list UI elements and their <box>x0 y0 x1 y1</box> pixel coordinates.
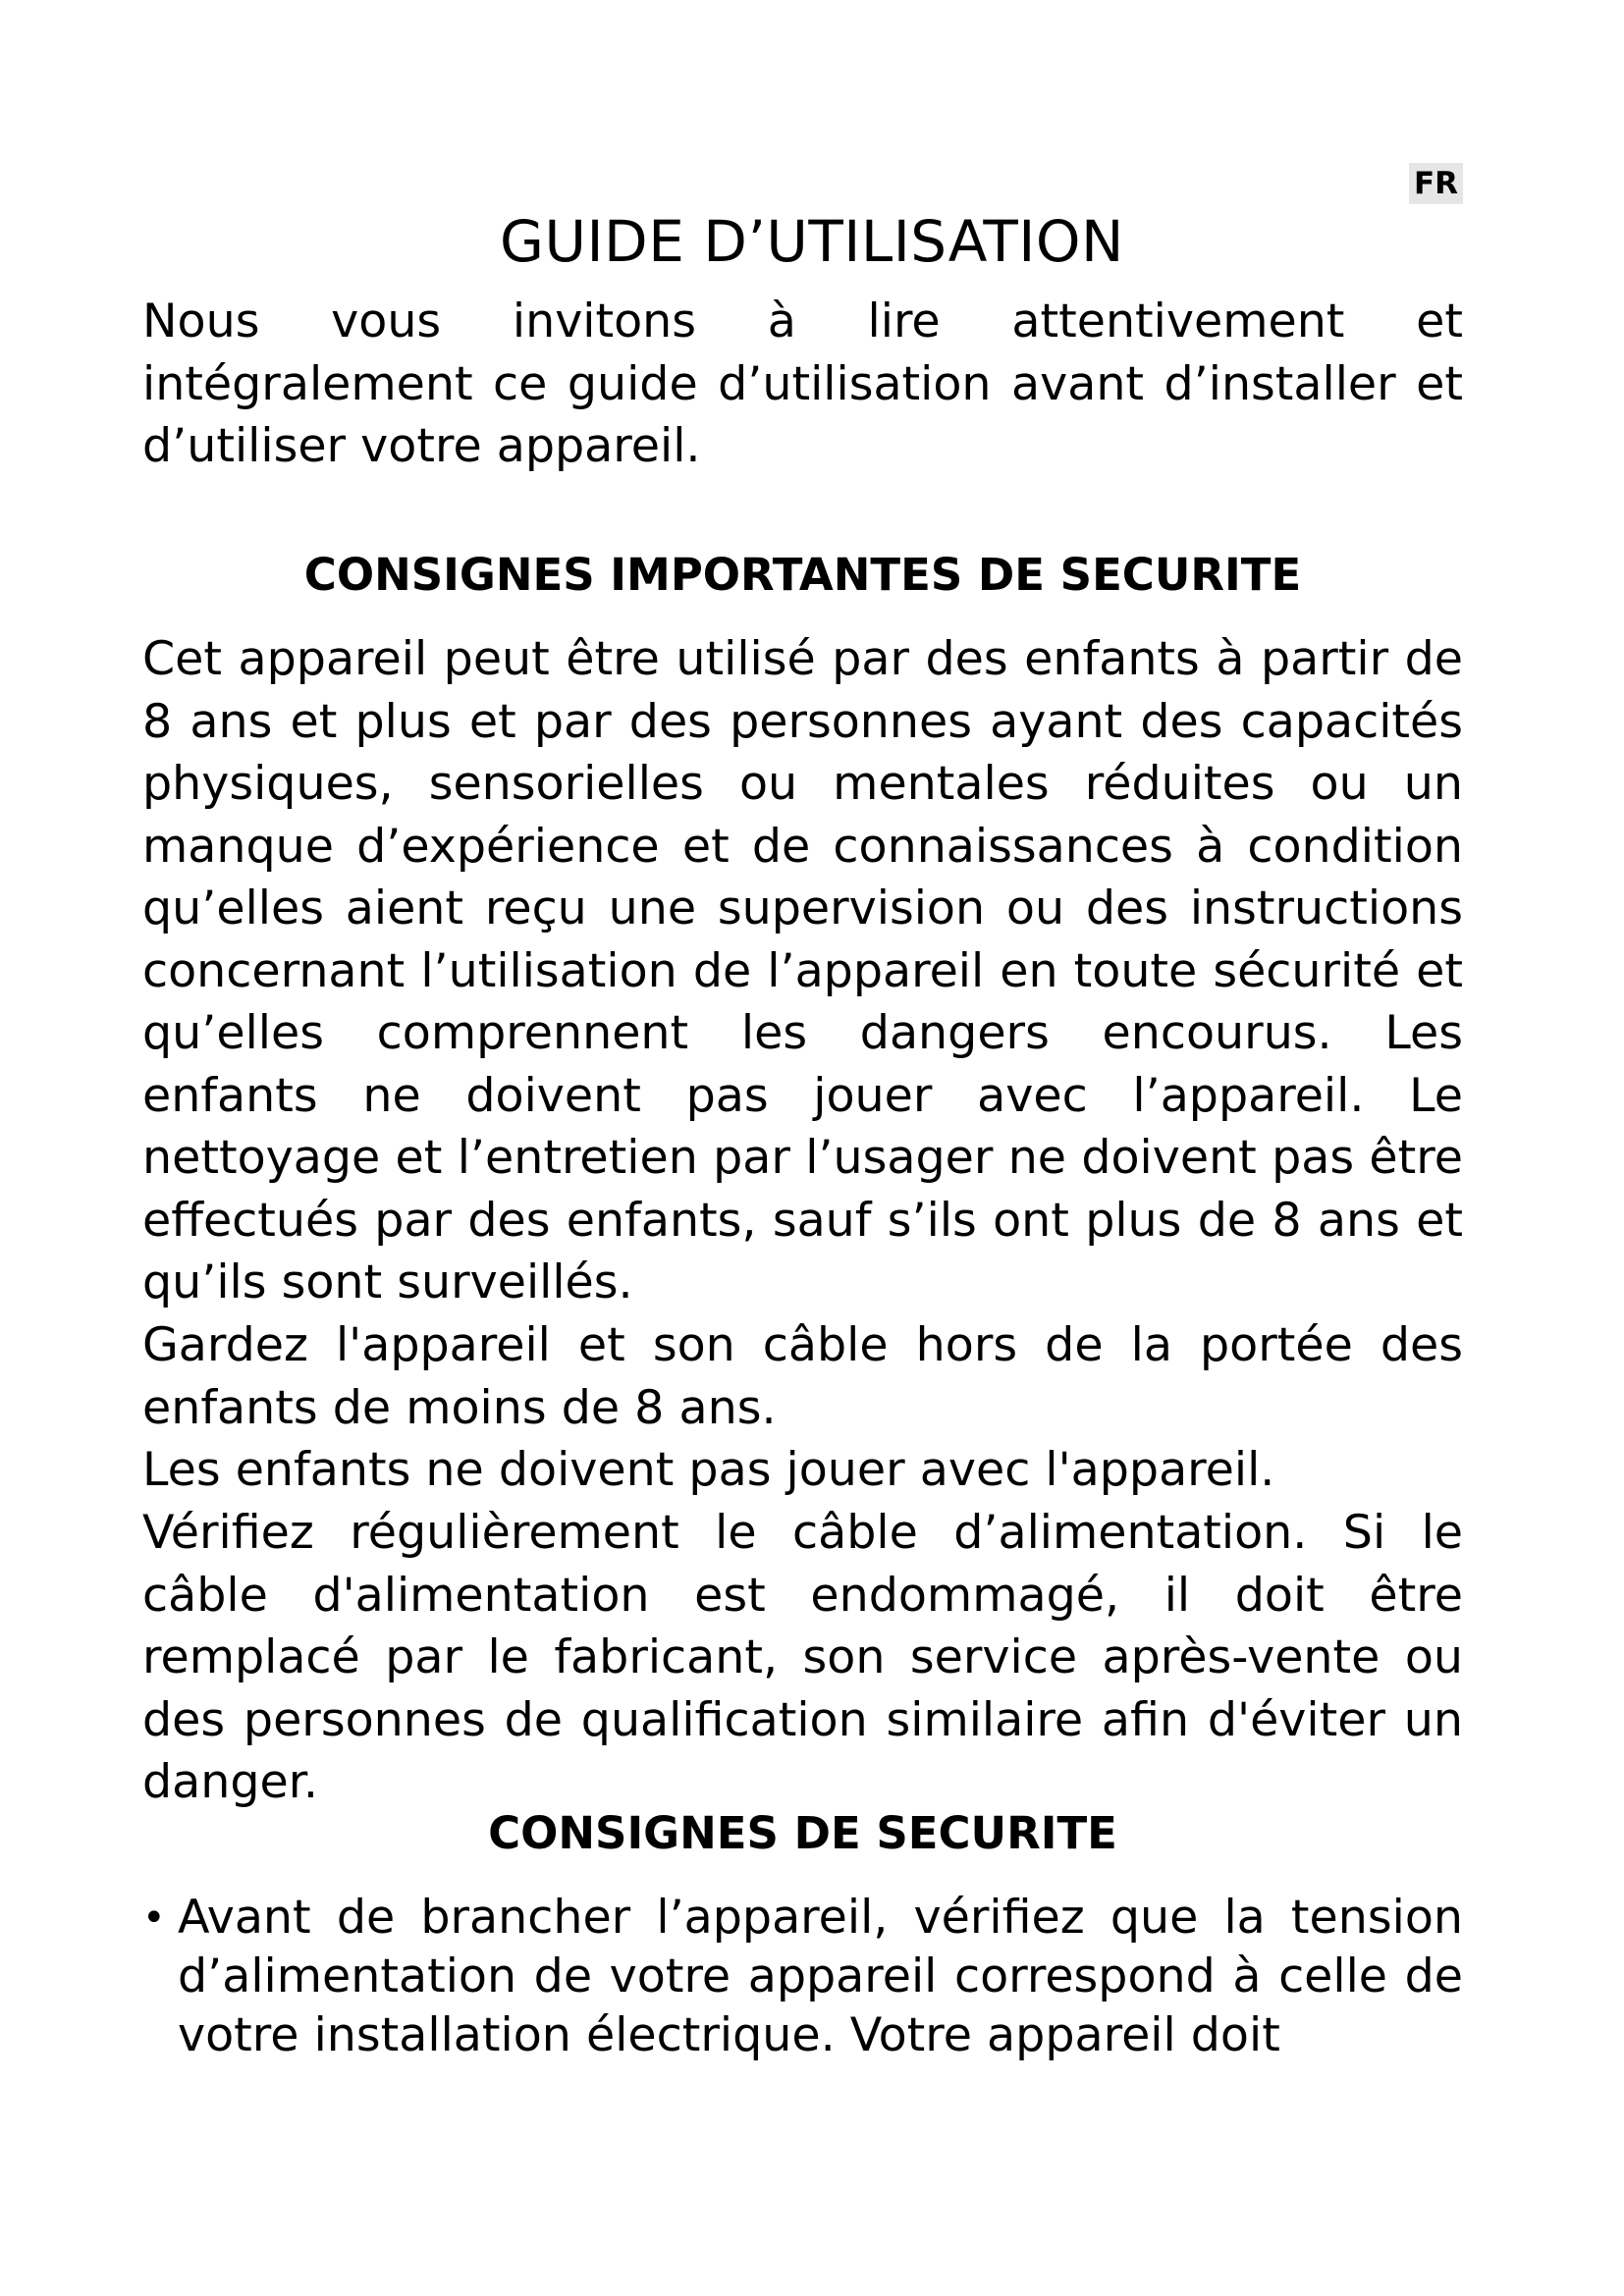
important-safety-heading: CONSIGNES IMPORTANTES DE SECURITE <box>303 549 1302 601</box>
safety-list-item <box>142 1889 1463 2065</box>
page-title: GUIDE D’UTILISATION <box>500 208 1124 275</box>
important-safety-paragraph-4: Vérifiez régulièrement le câble d’alimentation. Si le câble d'alimentation est endommagé, il doit être remplacé par le fabricant, son service après-vente ou des personnes de qualification similaire afin d'éviter un danger. <box>142 1506 1463 1809</box>
important-safety-paragraph-1: Cet appareil peut être utilisé par des enfants à partir de 8 ans et plus et par des personnes ayant des capacités physiques, sensorielles ou mentales réduites ou un manque d’expérience et de connaissances à condition qu’elles aient reçu une supervision ou des instructions concernant l’utilisation de l’appareil en toute sécurité et qu’elles comprennent les dangers encourus. Les enfants ne doivent pas jouer avec l’appareil. Le nettoyage et l’entretien par l’usager ne doivent pas être effectués par des enfants, sauf s’ils ont plus de 8 ans et qu’ils sont surveillés. <box>142 632 1463 1309</box>
safety-heading: CONSIGNES DE SECURITE <box>488 1807 1117 1859</box>
important-safety-paragraph-3: Les enfants ne doivent pas jouer avec l'appareil. <box>142 1443 1275 1497</box>
important-safety-paragraph-2: Gardez l'appareil et son câble hors de la portée des enfants de moins de 8 ans. <box>142 1318 1463 1435</box>
safety-list-item-text: Avant de brancher l’appareil, vérifiez que la tension d’alimentation de votre appareil correspond à celle de votre installation électrique. Votre appareil doit <box>178 1891 1463 2062</box>
intro-paragraph: Nous vous invitons à lire attentivement et intégralement ce guide d’utilisation avant d’installer et d’utiliser votre appareil. <box>142 294 1463 473</box>
language-badge: FR <box>1409 163 1463 204</box>
bullet-icon: • <box>142 1896 166 1941</box>
